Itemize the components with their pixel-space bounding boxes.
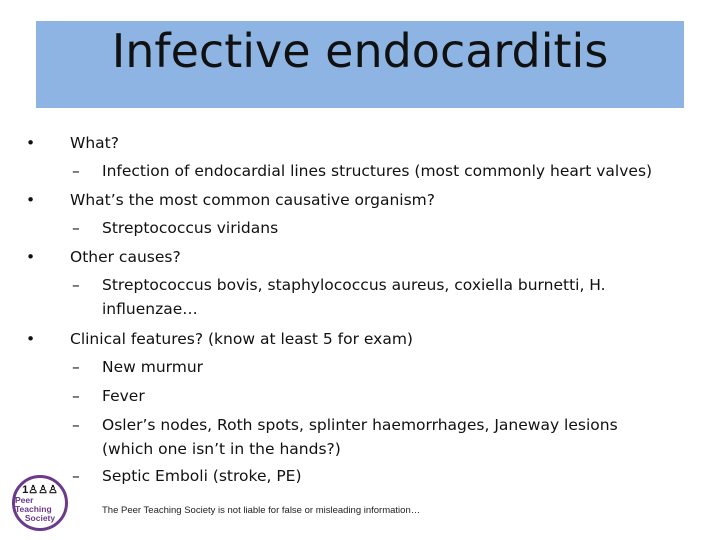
bullet-text: What’s the most common causative organism? [70, 191, 436, 209]
bullet-item [26, 131, 119, 155]
bullet-text: Other causes? [70, 248, 181, 266]
bullet-item [26, 245, 181, 269]
sub-item-continuation [102, 297, 198, 321]
sub-item [72, 413, 618, 437]
sub-text: (which one isn’t in the hands?) [102, 440, 341, 458]
sub-text: Streptococcus bovis, staphylococcus aureus, coxiella burnetti, H. [102, 276, 606, 294]
people-icon: 1♙♙♙ [22, 483, 58, 496]
sub-text: New murmur [102, 358, 204, 376]
bullet-glyph: • [26, 248, 36, 266]
bullet-glyph: • [26, 191, 36, 209]
bullet-text: Clinical features? (know at least 5 for exam) [70, 330, 413, 348]
bullet-text: What? [70, 134, 119, 152]
sub-item [72, 159, 653, 183]
bullet-glyph: • [26, 330, 36, 348]
sub-text: Septic Emboli (stroke, PE) [102, 467, 302, 485]
bullet-glyph: • [26, 134, 36, 152]
sub-text: Infection of endocardial lines structures (most commonly heart valves) [102, 162, 653, 180]
disclaimer: The Peer Teaching Society is not liable for false or misleading information… [102, 505, 421, 516]
dash-glyph: – [72, 276, 80, 294]
logo-line-1: Peer Teaching [15, 494, 52, 514]
sub-item [72, 384, 145, 408]
sub-item [72, 273, 606, 297]
bullet-item [26, 327, 413, 351]
dash-glyph: – [72, 219, 80, 237]
dash-glyph: – [72, 467, 80, 485]
bullet-item [26, 188, 436, 212]
sub-item [72, 464, 302, 488]
sub-text: influenzae… [102, 300, 198, 318]
peer-teaching-society-logo [12, 475, 68, 531]
sub-text: Fever [102, 387, 145, 405]
dash-glyph: – [72, 416, 80, 434]
sub-text: Osler’s nodes, Roth spots, splinter haemorrhages, Janeway lesions [102, 416, 618, 434]
sub-text: Streptococcus viridans [102, 219, 279, 237]
dash-glyph: – [72, 162, 80, 180]
dash-glyph: – [72, 387, 80, 405]
logo-line-2: Society [24, 512, 56, 523]
sub-item [72, 216, 279, 240]
sub-item-continuation [102, 437, 341, 461]
slide-title: Infective endocarditis [111, 24, 609, 78]
dash-glyph: – [72, 358, 80, 376]
sub-item [72, 355, 204, 379]
